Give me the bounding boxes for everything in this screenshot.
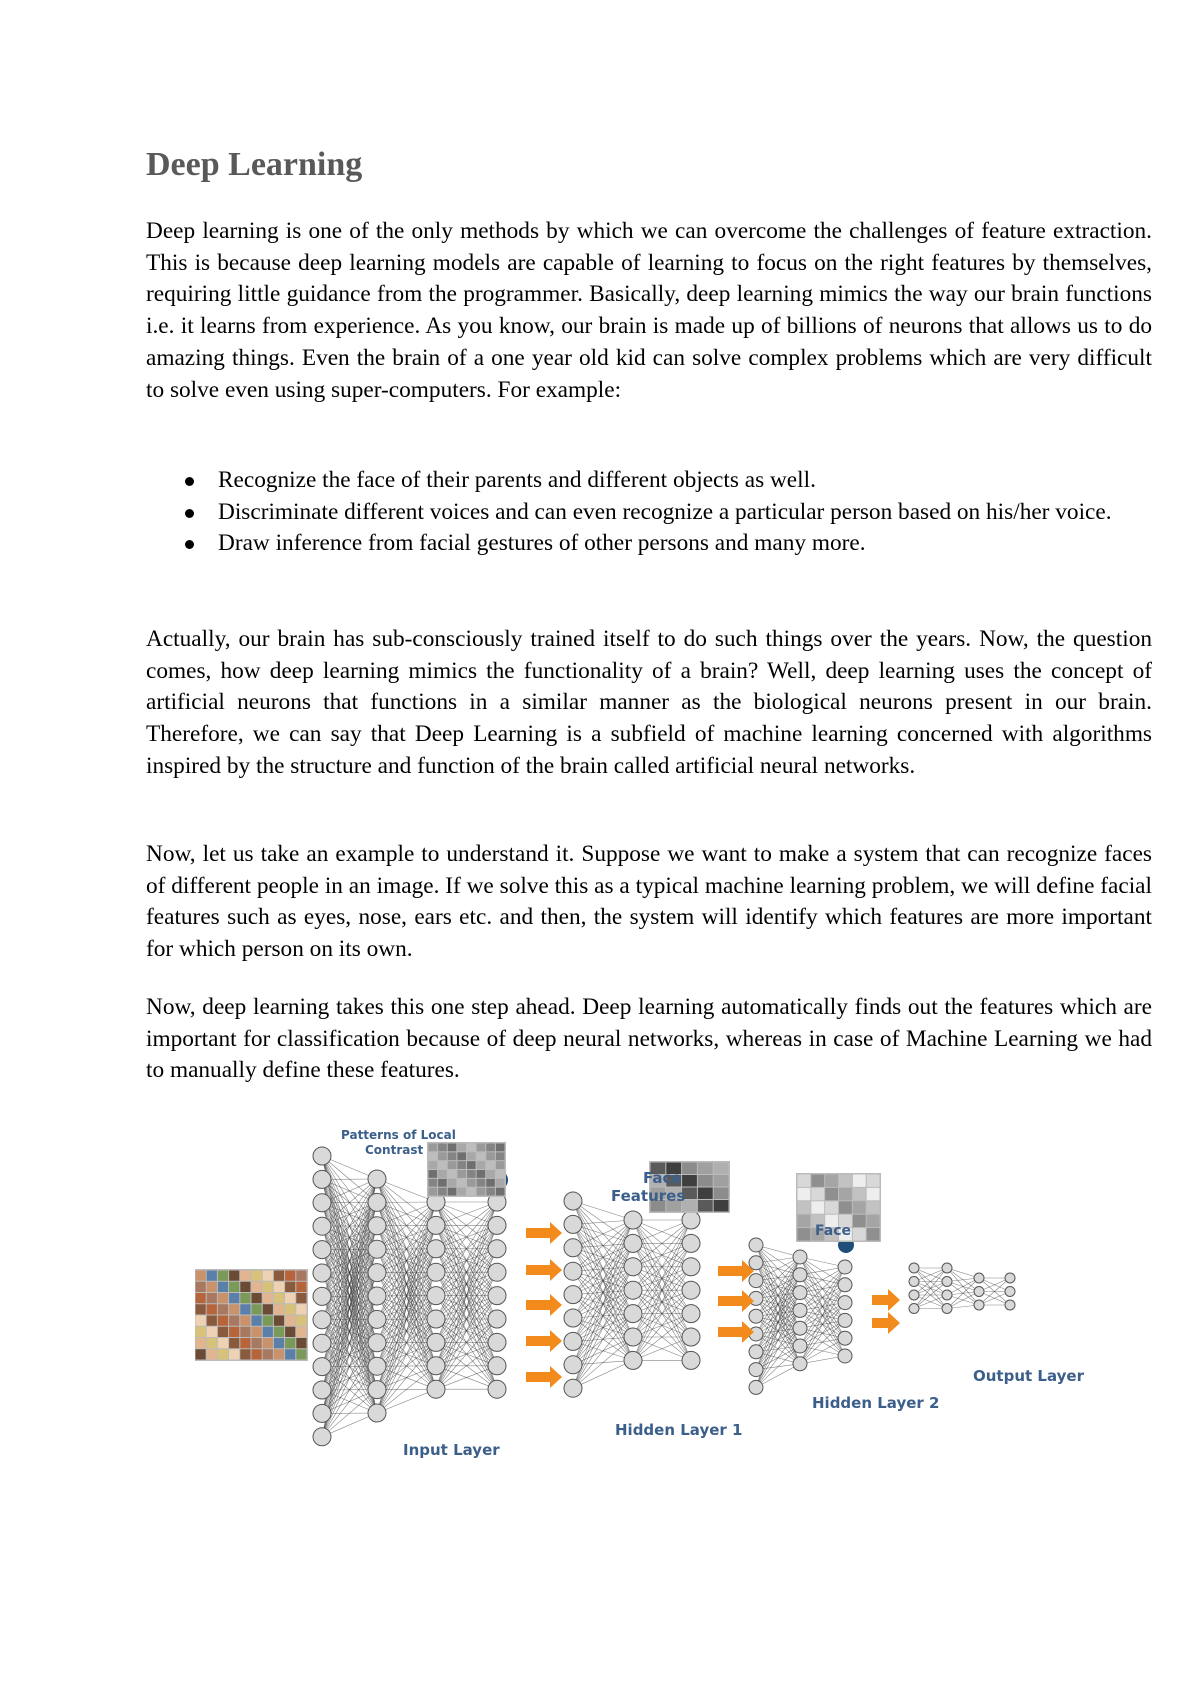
contrast-patterns-grid-tile xyxy=(477,1144,486,1152)
neuron-node xyxy=(488,1216,506,1234)
faces-photo-grid-tile xyxy=(263,1293,273,1303)
neuron-node xyxy=(624,1328,642,1346)
neuron-node xyxy=(749,1345,763,1359)
neuron-node xyxy=(909,1277,919,1287)
paragraph-example: Now, let us take an example to understand it. Suppose we want to make a system that can recognize faces of different people in an image. If we solve this as a typical machine learning problem, we will define facial features such as eyes, nose, ears etc. and then, the system will identify which features are more important for which person on its own. xyxy=(146,841,1152,963)
faces-photo-grid-tile xyxy=(296,1304,306,1314)
neuron-node xyxy=(838,1278,852,1292)
neuron-node xyxy=(427,1357,445,1375)
face-features-grid-tile xyxy=(682,1175,697,1187)
neuron-node xyxy=(488,1333,506,1351)
faces-photo-grid-tile xyxy=(240,1282,250,1292)
bullet-item: Draw inference from facial gestures of other persons and many more. xyxy=(218,528,1200,560)
neuron-node xyxy=(1005,1287,1015,1297)
neuron-node xyxy=(368,1240,386,1258)
neuron-node xyxy=(313,1264,331,1282)
faces-photo-grid-tile xyxy=(285,1316,295,1326)
face-grid-tile xyxy=(867,1188,880,1200)
face-grid-tile xyxy=(853,1188,866,1200)
faces-photo-grid-tile xyxy=(207,1316,217,1326)
neuron-node xyxy=(793,1286,807,1300)
contrast-patterns-grid-tile xyxy=(496,1170,505,1178)
faces-photo-grid-tile xyxy=(207,1271,217,1281)
example-bullet-list xyxy=(146,465,1200,560)
face-grid-tile xyxy=(811,1175,824,1187)
face-grid-tile xyxy=(853,1175,866,1187)
contrast-patterns-grid-tile xyxy=(477,1179,486,1187)
contrast-patterns-grid-tile xyxy=(448,1152,457,1160)
faces-photo-grid-tile xyxy=(196,1304,206,1314)
neuron-node xyxy=(793,1303,807,1317)
faces-photo-grid-tile xyxy=(229,1293,239,1303)
network-edge xyxy=(322,1226,377,1437)
faces-photo-grid-tile xyxy=(240,1293,250,1303)
neuron-node xyxy=(488,1240,506,1258)
contrast-patterns-grid-tile xyxy=(448,1161,457,1169)
face-grid-tile xyxy=(867,1201,880,1213)
contrast-patterns-grid-tile xyxy=(438,1179,447,1187)
neuron-node xyxy=(682,1211,700,1229)
faces-photo-grid-tile xyxy=(285,1293,295,1303)
faces-photo-grid-tile xyxy=(274,1304,284,1314)
paragraph-intro: Deep learning is one of the only methods by which we can overcome the challenges of feature extraction. This is because deep learning models are capable of learning to focus on the right features by themselves, requiring little guidance from the programmer. Basically, deep learning mimics the way our brain functions i.e. it learns from experience. As you know, our brain is made up of billions of neurons that allows us to do amazing things. Even the brain of a one year old kid can solve complex problems which are very difficult to solve even using super-computers. For example: xyxy=(146,218,1152,403)
contrast-patterns-grid-tile xyxy=(429,1161,438,1169)
neuron-node xyxy=(313,1334,331,1352)
neuron-node xyxy=(564,1286,582,1304)
neuron-node xyxy=(368,1310,386,1328)
faces-photo-grid-tile xyxy=(218,1293,228,1303)
face-grid-tile xyxy=(853,1201,866,1213)
contrast-patterns-grid-tile xyxy=(457,1170,466,1178)
faces-photo-grid-tile xyxy=(263,1316,273,1326)
face-grid-tile xyxy=(811,1201,824,1213)
neuron-node xyxy=(793,1357,807,1371)
contrast-patterns-grid-tile xyxy=(448,1179,457,1187)
faces-photo-grid-tile xyxy=(218,1316,228,1326)
paragraph-ahead: Now, deep learning takes this one step ahead. Deep learning automatically finds out the features which are important for classification because of deep neural networks, whereas in case of Machine Learning we had to manually define these features. xyxy=(146,994,1152,1084)
faces-photo-grid-tile xyxy=(274,1293,284,1303)
face-grid-tile xyxy=(798,1188,811,1200)
neuron-node xyxy=(313,1404,331,1422)
neuron-node xyxy=(624,1305,642,1323)
contrast-patterns-grid-tile xyxy=(457,1152,466,1160)
neuron-node xyxy=(368,1170,386,1188)
faces-photo-grid-tile xyxy=(196,1316,206,1326)
neuron-node xyxy=(838,1349,852,1363)
contrast-patterns-grid-tile xyxy=(467,1161,476,1169)
faces-photo-grid-tile xyxy=(296,1338,306,1348)
face-features-grid-tile xyxy=(698,1175,713,1187)
neuron-node xyxy=(974,1287,984,1297)
contrast-patterns-grid-tile xyxy=(486,1152,495,1160)
faces-photo-grid-tile xyxy=(285,1271,295,1281)
face-grid-tile xyxy=(825,1201,838,1213)
faces-photo-grid-tile xyxy=(240,1349,250,1359)
neuron-node xyxy=(942,1263,952,1273)
neuron-node xyxy=(942,1277,952,1287)
contrast-patterns-grid-tile xyxy=(486,1170,495,1178)
faces-photo-grid-tile xyxy=(218,1338,228,1348)
face-features-label-line2: Features xyxy=(611,1187,686,1205)
faces-photo-grid-tile xyxy=(274,1349,284,1359)
faces-photo-grid-tile xyxy=(229,1316,239,1326)
faces-photo-grid-tile xyxy=(196,1271,206,1281)
neuron-node xyxy=(682,1281,700,1299)
faces-photo-grid-tile xyxy=(229,1271,239,1281)
contrast-patterns-grid-tile xyxy=(438,1170,447,1178)
contrast-patterns-grid-tile xyxy=(429,1144,438,1152)
contrast-patterns-grid-tile xyxy=(496,1179,505,1187)
neuron-node xyxy=(427,1310,445,1328)
neuron-node xyxy=(313,1217,331,1235)
neuron-node xyxy=(368,1217,386,1235)
neuron-node xyxy=(1005,1273,1015,1283)
neuron-node xyxy=(564,1356,582,1374)
faces-photo-grid-tile xyxy=(218,1282,228,1292)
faces-photo-grid-tile xyxy=(240,1338,250,1348)
faces-photo-grid-tile xyxy=(240,1316,250,1326)
faces-photo-grid-tile xyxy=(229,1327,239,1337)
neuron-node xyxy=(749,1363,763,1377)
neuron-node xyxy=(682,1258,700,1276)
faces-photo-grid-tile xyxy=(196,1349,206,1359)
faces-photo-grid-tile xyxy=(207,1293,217,1303)
faces-photo-grid-tile xyxy=(252,1304,262,1314)
neuron-node xyxy=(488,1287,506,1305)
contrast-patterns-grid-tile xyxy=(438,1188,447,1196)
neuron-node xyxy=(624,1351,642,1369)
neuron-node xyxy=(427,1333,445,1351)
face-grid-tile xyxy=(839,1201,852,1213)
neuron-node xyxy=(368,1287,386,1305)
neuron-node xyxy=(488,1357,506,1375)
neuron-node xyxy=(368,1404,386,1422)
faces-photo-grid-tile xyxy=(240,1304,250,1314)
contrast-patterns-grid-tile xyxy=(457,1161,466,1169)
neuron-node xyxy=(313,1428,331,1446)
hidden-layer-1-label: Hidden Layer 1 xyxy=(615,1421,743,1439)
face-features-grid-tile xyxy=(698,1163,713,1175)
neuron-node xyxy=(313,1194,331,1212)
faces-photo-grid-tile xyxy=(274,1271,284,1281)
network-edge xyxy=(377,1342,436,1413)
neuron-node xyxy=(838,1296,852,1310)
contrast-patterns-grid-tile xyxy=(457,1179,466,1187)
faces-photo-grid-tile xyxy=(252,1338,262,1348)
orange-arrow xyxy=(526,1222,562,1244)
contrast-patterns-grid-tile xyxy=(467,1188,476,1196)
neuron-node xyxy=(793,1268,807,1282)
face-grid-tile xyxy=(839,1188,852,1200)
neuron-node xyxy=(749,1274,763,1288)
contrast-patterns-grid-tile xyxy=(457,1188,466,1196)
faces-photo-grid-tile xyxy=(263,1304,273,1314)
faces-photo-grid-tile xyxy=(252,1349,262,1359)
faces-photo-grid-tile xyxy=(274,1316,284,1326)
faces-photo-grid-tile xyxy=(296,1282,306,1292)
neuron-node xyxy=(368,1193,386,1211)
bullet-item: Recognize the face of their parents and different objects as well. xyxy=(218,465,1200,497)
neuron-node xyxy=(624,1281,642,1299)
face-grid-tile xyxy=(798,1201,811,1213)
neuron-node xyxy=(793,1339,807,1353)
neuron-node xyxy=(942,1304,952,1314)
faces-photo-grid-tile xyxy=(285,1327,295,1337)
contrast-patterns-grid-tile xyxy=(448,1170,457,1178)
faces-photo-grid-tile xyxy=(285,1349,295,1359)
neuron-node xyxy=(313,1147,331,1165)
faces-photo-grid-tile xyxy=(274,1338,284,1348)
neuron-node xyxy=(624,1234,642,1252)
neuron-node xyxy=(793,1250,807,1264)
orange-arrow xyxy=(718,1290,754,1312)
face-grid-tile xyxy=(853,1228,866,1240)
contrast-patterns-grid-tile xyxy=(496,1161,505,1169)
contrast-patterns-grid-tile xyxy=(467,1179,476,1187)
neuron-node xyxy=(564,1192,582,1210)
faces-photo-grid-tile xyxy=(207,1327,217,1337)
contrast-patterns-grid-tile xyxy=(438,1152,447,1160)
faces-photo-grid-tile xyxy=(229,1304,239,1314)
face-grid-tile xyxy=(798,1228,811,1240)
neuron-node xyxy=(749,1238,763,1252)
neuron-node xyxy=(313,1170,331,1188)
faces-photo-grid-tile xyxy=(229,1349,239,1359)
patterns-label-line2: Contrast xyxy=(365,1143,424,1157)
neuron-node xyxy=(838,1331,852,1345)
neuron-node xyxy=(427,1240,445,1258)
contrast-patterns-grid-tile xyxy=(457,1144,466,1152)
contrast-patterns-grid-tile xyxy=(496,1144,505,1152)
neuron-node xyxy=(624,1258,642,1276)
faces-photo-grid-tile xyxy=(218,1304,228,1314)
bullet-item: Discriminate different voices and can even recognize a particular person based on his/her voice. xyxy=(218,497,1200,529)
face-features-grid-tile xyxy=(714,1188,729,1200)
feature-thumbnails xyxy=(195,1142,881,1361)
face-features-label-line1: Face xyxy=(643,1169,682,1187)
neuron-node xyxy=(838,1313,852,1327)
face-grid-tile xyxy=(825,1175,838,1187)
face-features-grid-tile xyxy=(714,1175,729,1187)
neuron-node xyxy=(624,1211,642,1229)
faces-photo-grid-tile xyxy=(263,1271,273,1281)
neuron-node xyxy=(368,1357,386,1375)
input-layer-label: Input Layer xyxy=(403,1441,500,1459)
faces-photo-grid-tile xyxy=(263,1349,273,1359)
faces-photo-grid-tile xyxy=(263,1338,273,1348)
face-grid-tile xyxy=(867,1228,880,1240)
neuron-node xyxy=(974,1273,984,1283)
contrast-patterns-grid-tile xyxy=(429,1170,438,1178)
contrast-patterns-grid-tile xyxy=(477,1161,486,1169)
neuron-node xyxy=(793,1321,807,1335)
faces-photo-grid-tile xyxy=(207,1304,217,1314)
neuron-node xyxy=(942,1290,952,1300)
neuron-node xyxy=(313,1358,331,1376)
contrast-patterns-grid-tile xyxy=(448,1144,457,1152)
faces-photo-grid-tile xyxy=(207,1338,217,1348)
face-grid-tile xyxy=(798,1215,811,1227)
neuron-node xyxy=(313,1381,331,1399)
orange-arrow xyxy=(872,1289,900,1311)
orange-arrow xyxy=(526,1259,562,1281)
faces-photo-grid-tile xyxy=(252,1271,262,1281)
neuron-node xyxy=(974,1300,984,1310)
neuron-node xyxy=(313,1311,331,1329)
faces-photo-grid-tile xyxy=(274,1327,284,1337)
face-grid-tile xyxy=(811,1188,824,1200)
face-grid-tile xyxy=(825,1188,838,1200)
face-features-grid-tile xyxy=(714,1200,729,1212)
neuron-node xyxy=(749,1309,763,1323)
network-edge xyxy=(322,1179,377,1437)
faces-photo-grid-tile xyxy=(218,1271,228,1281)
faces-photo-grid-tile xyxy=(196,1338,206,1348)
neuron-node xyxy=(564,1239,582,1257)
contrast-patterns-grid-tile xyxy=(477,1152,486,1160)
face-features-grid-tile xyxy=(698,1188,713,1200)
faces-photo-grid-tile xyxy=(240,1327,250,1337)
faces-photo-grid-tile xyxy=(263,1327,273,1337)
neuron-node xyxy=(1005,1300,1015,1310)
neural-network-diagram xyxy=(195,1125,1125,1495)
contrast-patterns-grid-tile xyxy=(486,1188,495,1196)
neuron-node xyxy=(313,1241,331,1259)
contrast-patterns-grid-tile xyxy=(477,1170,486,1178)
neuron-node xyxy=(564,1379,582,1397)
neuron-node xyxy=(682,1305,700,1323)
neuron-node xyxy=(749,1380,763,1394)
contrast-patterns-grid-tile xyxy=(448,1188,457,1196)
contrast-patterns-grid-tile xyxy=(486,1144,495,1152)
network-edge xyxy=(377,1202,436,1413)
faces-photo-grid-tile xyxy=(285,1338,295,1348)
faces-photo-grid-tile xyxy=(296,1271,306,1281)
faces-photo-grid-tile xyxy=(274,1282,284,1292)
neuron-node xyxy=(564,1215,582,1233)
orange-arrow xyxy=(872,1312,900,1334)
output-layer-label: Output Layer xyxy=(973,1367,1084,1385)
neuron-node xyxy=(564,1262,582,1280)
contrast-patterns-grid-tile xyxy=(486,1179,495,1187)
neuron-node xyxy=(682,1234,700,1252)
contrast-patterns-grid-tile xyxy=(429,1152,438,1160)
neuron-node xyxy=(368,1264,386,1282)
face-features-grid-tile xyxy=(682,1163,697,1175)
neuron-node xyxy=(682,1351,700,1369)
contrast-patterns-grid-tile xyxy=(467,1152,476,1160)
neuron-node xyxy=(909,1290,919,1300)
face-label: Face xyxy=(815,1223,851,1239)
faces-photo-grid-tile xyxy=(207,1349,217,1359)
hidden-layer-2-label: Hidden Layer 2 xyxy=(812,1394,940,1412)
orange-arrow xyxy=(526,1294,562,1316)
faces-photo-grid-tile xyxy=(240,1271,250,1281)
faces-photo-grid-tile xyxy=(296,1327,306,1337)
contrast-patterns-grid-tile xyxy=(429,1179,438,1187)
face-grid-tile xyxy=(798,1175,811,1187)
neuron-node xyxy=(368,1334,386,1352)
neuron-node xyxy=(838,1260,852,1274)
neuron-node xyxy=(368,1381,386,1399)
orange-arrow xyxy=(526,1330,562,1352)
neuron-node xyxy=(427,1263,445,1281)
contrast-patterns-grid-tile xyxy=(438,1144,447,1152)
faces-photo-grid-tile xyxy=(285,1282,295,1292)
face-features-grid-tile xyxy=(714,1163,729,1175)
contrast-patterns-grid-tile xyxy=(486,1161,495,1169)
faces-photo-grid-tile xyxy=(207,1282,217,1292)
face-grid-tile xyxy=(867,1175,880,1187)
neuron-node xyxy=(564,1332,582,1350)
faces-photo-grid-tile xyxy=(296,1316,306,1326)
neuron-node xyxy=(427,1287,445,1305)
neuron-node xyxy=(427,1216,445,1234)
contrast-patterns-grid-tile xyxy=(477,1188,486,1196)
faces-photo-grid-tile xyxy=(218,1349,228,1359)
neuron-node xyxy=(749,1256,763,1270)
faces-photo-grid-tile xyxy=(252,1327,262,1337)
face-grid-tile xyxy=(853,1215,866,1227)
neuron-node xyxy=(488,1380,506,1398)
neuron-node xyxy=(909,1263,919,1273)
faces-photo-grid-tile xyxy=(252,1316,262,1326)
contrast-patterns-grid-tile xyxy=(438,1161,447,1169)
neuron-node xyxy=(564,1309,582,1327)
neuron-node xyxy=(313,1287,331,1305)
faces-photo-grid-tile xyxy=(229,1338,239,1348)
faces-photo-grid-tile xyxy=(263,1282,273,1292)
face-grid-tile xyxy=(867,1215,880,1227)
page-title: Deep Learning xyxy=(146,146,363,183)
patterns-label-line1: Patterns of Local xyxy=(341,1128,456,1142)
neuron-node xyxy=(488,1310,506,1328)
network-edge xyxy=(377,1296,436,1413)
faces-photo-grid-tile xyxy=(285,1304,295,1314)
neuron-node xyxy=(488,1263,506,1281)
contrast-patterns-grid-tile xyxy=(467,1170,476,1178)
neuron-node xyxy=(682,1328,700,1346)
face-grid-tile xyxy=(839,1175,852,1187)
neuron-node xyxy=(909,1304,919,1314)
faces-photo-grid-tile xyxy=(296,1293,306,1303)
faces-photo-grid-tile xyxy=(196,1327,206,1337)
faces-photo-grid-tile xyxy=(218,1327,228,1337)
faces-photo-grid-tile xyxy=(296,1349,306,1359)
contrast-patterns-grid-tile xyxy=(496,1152,505,1160)
faces-photo-grid-tile xyxy=(229,1282,239,1292)
faces-photo-grid-tile xyxy=(196,1282,206,1292)
neuron-node xyxy=(427,1380,445,1398)
orange-arrow xyxy=(526,1366,562,1388)
faces-photo-grid-tile xyxy=(252,1293,262,1303)
contrast-patterns-grid-tile xyxy=(467,1144,476,1152)
paragraph-actually: Actually, our brain has sub-consciously trained itself to do such things over the years. Now, the question comes, how deep learning mimics the functionality of a brain? Well, deep learning uses the concept of artificial neurons that functions in a similar manner as the biological neurons present in our brain. Therefore, we can say that Deep Learning is a subfield of machine learning concerned with algorithms inspired by the structure and function of the brain called artificial neural networks. xyxy=(146,626,1152,779)
face-features-grid-tile xyxy=(698,1200,713,1212)
orange-arrow xyxy=(718,1321,754,1343)
contrast-patterns-grid-tile xyxy=(496,1188,505,1196)
contrast-patterns-grid-tile xyxy=(429,1188,438,1196)
faces-photo-grid-tile xyxy=(252,1282,262,1292)
faces-photo-grid-tile xyxy=(196,1293,206,1303)
